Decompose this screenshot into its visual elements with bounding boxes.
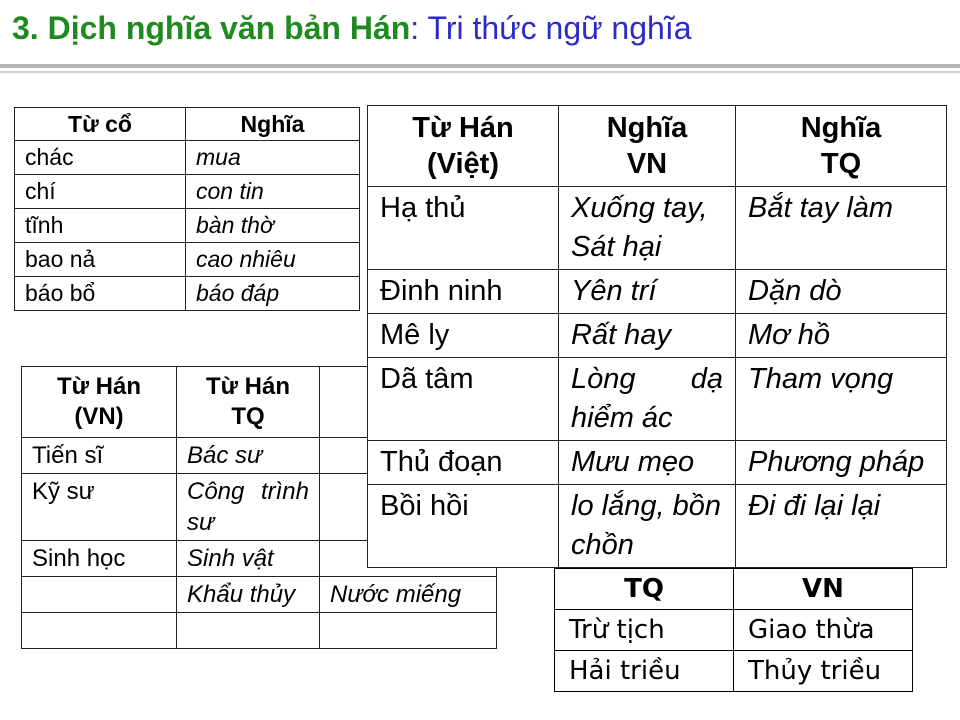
table-header-row	[555, 569, 913, 610]
vn-meaning-cell	[559, 270, 736, 314]
table-row	[15, 141, 360, 175]
header-cell	[177, 367, 320, 438]
meaning-cell: mua	[186, 141, 360, 175]
tq-meaning-cell: Tham vọng	[736, 358, 947, 441]
meaning-line: Sát hại	[571, 231, 662, 263]
header-line: (Việt)	[427, 148, 499, 180]
word-cell: Sinh vật	[177, 541, 320, 577]
header-line: Nghĩa	[800, 112, 882, 144]
vn-meaning-cell	[559, 485, 736, 568]
header-line: (VN)	[74, 403, 124, 430]
archaic-words-table	[14, 107, 360, 311]
table-row	[368, 187, 947, 270]
tq-meaning-cell: Phương pháp	[736, 441, 947, 485]
tq-meaning-cell: Mơ hồ	[736, 314, 947, 358]
table-row	[368, 485, 947, 568]
table-header-row	[368, 106, 947, 187]
table-row	[368, 270, 947, 314]
word-cell: Bồi hồi	[368, 485, 559, 568]
han-meaning-table	[367, 105, 947, 568]
word-cell: Hạ thủ	[368, 187, 559, 270]
word-cell: Nước miếng	[320, 577, 497, 613]
title-main: Dịch nghĩa văn bản Hán	[47, 10, 411, 46]
meaning-line: lo lắng, bồn	[571, 490, 721, 522]
word-cell: bao nả	[15, 243, 186, 277]
header-line: TQ	[820, 148, 862, 180]
table-header-row	[15, 108, 360, 141]
header-cell: TQ	[555, 569, 734, 610]
header-cell	[22, 367, 177, 438]
word-cell: Dã tâm	[368, 358, 559, 441]
meaning-cell: bàn thờ	[186, 209, 360, 243]
title-rule	[0, 64, 960, 68]
table-row	[15, 277, 360, 311]
word-cell: Thủ đoạn	[368, 441, 559, 485]
meaning-cell: cao nhiêu	[186, 243, 360, 277]
table-row	[368, 314, 947, 358]
vn-meaning-cell	[559, 441, 736, 485]
tq-meaning-cell: Đi đi lại lại	[736, 485, 947, 568]
header-cell	[559, 106, 736, 187]
word-cell: chác	[15, 141, 186, 175]
meaning-line: Lòng dạ	[571, 363, 723, 395]
word-cell: Mê ly	[368, 314, 559, 358]
tq-meaning-cell: Dặn dò	[736, 270, 947, 314]
word-cell: Kỹ sư	[22, 474, 177, 541]
header-cell: VN	[734, 569, 913, 610]
word-cell: Bác sư	[177, 438, 320, 474]
word-cell: Thủy triều	[734, 651, 913, 692]
meaning-line: Mưu mẹo	[571, 446, 695, 478]
meaning-line: Rất hay	[571, 319, 671, 351]
slide-title	[12, 10, 692, 47]
meaning-line: chồn	[571, 529, 634, 561]
table-row	[368, 358, 947, 441]
table-row	[368, 441, 947, 485]
word-cell	[22, 577, 177, 613]
vn-meaning-cell	[559, 358, 736, 441]
table-row	[555, 651, 913, 692]
vn-meaning-cell	[559, 314, 736, 358]
title-rule-thin	[0, 71, 960, 73]
word-cell: Tiến sĩ	[22, 438, 177, 474]
meaning-line: Xuống tay,	[571, 192, 708, 224]
word-cell	[22, 613, 177, 649]
title-number: 3.	[12, 10, 39, 46]
header-line: Từ Hán	[56, 373, 142, 400]
header-line: VN	[626, 148, 668, 180]
word-cell: Giao thừa	[734, 610, 913, 651]
word-cell: tĩnh	[15, 209, 186, 243]
word-cell	[320, 613, 497, 649]
word-cell: Sinh học	[22, 541, 177, 577]
header-cell: Nghĩa	[186, 108, 360, 141]
word-cell: Hải triều	[555, 651, 734, 692]
header-line: Nghĩa	[606, 112, 688, 144]
header-cell	[368, 106, 559, 187]
word-cell: Công trình sư	[177, 474, 320, 541]
tq-meaning-cell: Bắt tay làm	[736, 187, 947, 270]
meaning-line: hiểm ác	[571, 402, 673, 434]
table-row	[22, 613, 497, 649]
word-cell: Đinh ninh	[368, 270, 559, 314]
meaning-cell: con tin	[186, 175, 360, 209]
word-cell: Trừ tịch	[555, 610, 734, 651]
table-row	[15, 243, 360, 277]
table-row	[22, 577, 497, 613]
vn-meaning-cell	[559, 187, 736, 270]
meaning-line: Yên trí	[571, 275, 657, 307]
table-row	[555, 610, 913, 651]
meaning-cell: báo đáp	[186, 277, 360, 311]
tq-vn-table	[554, 568, 913, 692]
word-cell: chí	[15, 175, 186, 209]
header-cell: Từ cổ	[15, 108, 186, 141]
title-subtitle: : Tri thức ngữ nghĩa	[410, 10, 692, 46]
table-row	[15, 175, 360, 209]
word-cell	[177, 613, 320, 649]
header-line: Từ Hán	[412, 112, 514, 144]
word-cell: báo bổ	[15, 277, 186, 311]
header-line: TQ	[231, 403, 265, 430]
header-cell	[736, 106, 947, 187]
header-line: Từ Hán	[205, 373, 291, 400]
word-cell: Khẩu thủy	[177, 577, 320, 613]
table-row	[15, 209, 360, 243]
